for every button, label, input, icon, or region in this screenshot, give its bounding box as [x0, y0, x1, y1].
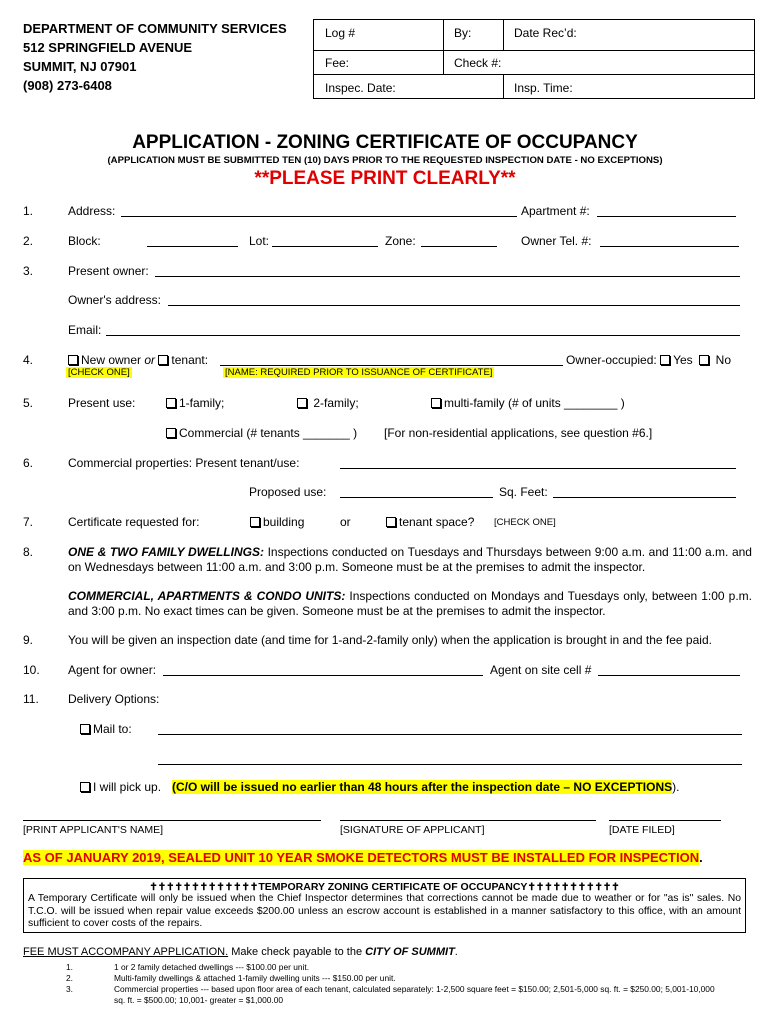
item-number-5: 5.	[23, 396, 34, 410]
commercial-heading: COMMERCIAL, APARTMENTS & CONDO UNITS:	[68, 589, 346, 603]
item-number-2: 2.	[23, 234, 34, 248]
fee-item-text: Commercial properties --- based upon floor area of each tenant, calculated separately: 1-2,500 square feet = $150.00; 2,501-5,000 sq. ft. = $250.00; 5,001-10,000	[114, 984, 715, 994]
one-two-family-paragraph	[68, 545, 752, 575]
co-notice-text: (C/O will be issued no earlier than 48 hours after the inspection date – NO EXCEPTIONS	[172, 780, 673, 794]
smoke-detector-period: .	[699, 850, 703, 865]
checkbox-icon[interactable]	[297, 398, 307, 408]
fee-item-text: Multi-family dwellings & attached 1-family dwelling units --- $150.00 per unit.	[114, 973, 396, 983]
apartment-field[interactable]	[597, 216, 736, 217]
one-two-family-heading: ONE & TWO FAMILY DWELLINGS:	[68, 545, 264, 559]
date-received-cell[interactable]: Date Rec’d:	[514, 26, 577, 40]
log-number-cell[interactable]: Log #	[325, 26, 356, 40]
fee-item-number: 2.	[66, 973, 73, 983]
item-number-8: 8.	[23, 545, 34, 559]
item-number-11: 11.	[23, 692, 39, 706]
temporary-co-heading-row	[24, 881, 745, 893]
one-two-family-text: Inspections conducted on Tuesdays and Thursdays between 9:00 a.m. and 11:00 a.m. and on Wednesdays between 11:00 a.m. and 3:00 p.m. Someone must be at the premises to admit the inspector.	[68, 545, 752, 574]
office-use-table	[313, 19, 755, 99]
zone-label: Zone:	[385, 234, 416, 248]
cross-ornament-icon: ✝✝✝✝✝✝✝✝✝✝✝✝✝	[149, 882, 259, 893]
temporary-co-heading: TEMPORARY ZONING CERTIFICATE OF OCCUPANCY	[258, 881, 528, 893]
no-checkbox-icon[interactable]	[699, 355, 709, 365]
temporary-co-text: A Temporary Certificate will only be issued when the Chief Inspector determines that corrections cannot be made due to weather or for "as is" sales. No T.C.O. will be issued when repair value exceeds $200.00 unless an escrow account is established in a manner satisfactory to this office, with an amount sufficient to cover costs of the repairs.	[28, 893, 741, 929]
check-number-cell[interactable]: Check #:	[454, 56, 502, 70]
check-one-note: [CHECK ONE]	[68, 367, 130, 378]
address-field[interactable]	[121, 216, 517, 217]
owner-tenant-name-field[interactable]	[220, 365, 563, 366]
page-subtitle: (APPLICATION MUST BE SUBMITTED TEN (10) DAYS PRIOR TO THE REQUESTED INSPECTION DATE - NO EXCEPTIONS)	[107, 155, 663, 166]
fee-item-text: 1 or 2 family detached dwellings --- $100.00 per unit.	[114, 962, 310, 972]
page-title: APPLICATION - ZONING CERTIFICATE OF OCCUPANCY	[132, 132, 638, 153]
item-number-3: 3.	[23, 264, 34, 278]
signature-label: [SIGNATURE OF APPLICANT]	[340, 824, 485, 836]
mail-to-field-2[interactable]	[158, 764, 742, 765]
check-one-note-2: [CHECK ONE]	[494, 517, 556, 528]
owner-tel-field[interactable]	[600, 246, 739, 247]
signature-field[interactable]	[340, 820, 596, 821]
department-phone: (908) 273-6408	[23, 78, 112, 93]
present-tenant-use-field[interactable]	[340, 468, 736, 469]
print-name-field[interactable]	[23, 820, 321, 821]
two-family-label: 2-family;	[313, 396, 359, 410]
tenant-label: tenant:	[171, 353, 209, 367]
checkbox-icon[interactable]	[166, 428, 176, 438]
multi-family-option[interactable]	[431, 396, 625, 410]
commercial-properties-label: Commercial properties: Present tenant/use:	[68, 456, 300, 470]
agent-owner-field[interactable]	[163, 675, 483, 676]
fee-payee: CITY OF SUMMIT	[365, 946, 455, 958]
one-family-option[interactable]	[166, 396, 224, 410]
inspection-date-cell[interactable]: Inspec. Date:	[325, 81, 396, 95]
checkbox-icon[interactable]	[431, 398, 441, 408]
checkbox-icon[interactable]	[80, 782, 90, 792]
lot-field[interactable]	[272, 246, 378, 247]
inspection-date-text: You will be given an inspection date (and time for 1-and-2-family only) when the application is brought in and the fee paid.	[68, 633, 712, 647]
item-number-9: 9.	[23, 633, 34, 647]
building-option[interactable]	[250, 515, 304, 529]
checkbox-icon[interactable]	[80, 724, 90, 734]
checkbox-icon[interactable]	[250, 517, 260, 527]
pick-up-option[interactable]	[80, 780, 161, 794]
fee-cell[interactable]: Fee:	[325, 56, 350, 70]
department-header	[23, 19, 287, 95]
agent-cell-label: Agent on site cell #	[490, 663, 592, 677]
tenant-space-label: tenant space?	[399, 515, 475, 529]
name-required-note: [NAME: REQUIRED PRIOR TO ISSUANCE OF CERTIFICATE]	[225, 367, 493, 378]
yes-label: Yes	[673, 353, 693, 367]
mail-to-label: Mail to:	[93, 722, 132, 736]
commercial-paragraph	[68, 589, 752, 619]
fee-heading-row	[23, 946, 458, 958]
item-number-6: 6.	[23, 456, 34, 470]
fee-heading: FEE MUST ACCOMPANY APPLICATION.	[23, 946, 229, 958]
proposed-use-label: Proposed use:	[249, 485, 327, 499]
fee-period: .	[454, 946, 458, 958]
new-owner-label: New owner	[81, 353, 142, 367]
fee-item-number: 1.	[66, 962, 73, 972]
inspection-time-cell[interactable]: Insp. Time:	[514, 81, 573, 95]
no-label: No	[715, 353, 731, 367]
present-owner-field[interactable]	[155, 276, 740, 277]
owner-occupied-label: Owner-occupied:	[566, 353, 657, 367]
one-family-label: 1-family;	[179, 396, 225, 410]
agent-cell-field[interactable]	[598, 675, 740, 676]
block-label: Block:	[68, 234, 101, 248]
item-number-7: 7.	[23, 515, 34, 529]
sq-feet-label: Sq. Feet:	[499, 485, 548, 499]
building-label: building	[263, 515, 305, 529]
smoke-detector-text: AS OF JANUARY 2019, SEALED UNIT 10 YEAR SMOKE DETECTORS MUST BE INSTALLED FOR INSPECTION	[23, 850, 700, 865]
pick-up-label: I will pick up.	[93, 780, 162, 794]
owners-address-label: Owner's address:	[68, 293, 161, 307]
checkbox-icon[interactable]	[158, 355, 168, 365]
commercial-text: Inspections conducted on Mondays and Tuesdays only, between 1:00 p.m. and 3:00 p.m. No exact times can be given. Someone must be at the premises to admit the inspector.	[68, 589, 753, 618]
certificate-requested-label: Certificate requested for:	[68, 515, 200, 529]
fee-item-number: 3.	[66, 984, 73, 994]
proposed-use-field[interactable]	[340, 497, 493, 498]
multi-family-label: multi-family (# of units ________ )	[444, 396, 625, 410]
block-field[interactable]	[147, 246, 238, 247]
lot-label: Lot:	[249, 234, 270, 248]
owners-address-field[interactable]	[168, 305, 740, 306]
item-number-10: 10.	[23, 663, 40, 677]
two-family-option[interactable]	[297, 396, 359, 410]
delivery-options-label: Delivery Options:	[68, 692, 160, 706]
or-label-2: or	[340, 515, 351, 529]
department-city: SUMMIT, NJ 07901	[23, 59, 137, 74]
department-name: DEPARTMENT OF COMMUNITY SERVICES	[23, 21, 287, 36]
fee-item-text: sq. ft. = $500.00; 10,001- greater = $1,000.00	[114, 995, 284, 1005]
co-notice-close: ).	[672, 780, 680, 794]
yes-checkbox-icon[interactable]	[660, 355, 670, 365]
checkbox-icon[interactable]	[166, 398, 176, 408]
apartment-label: Apartment #:	[521, 204, 590, 218]
commercial-option[interactable]	[166, 426, 357, 440]
address-label: Address:	[68, 204, 116, 218]
new-owner-option[interactable]	[68, 353, 208, 367]
commercial-label: Commercial (# tenants _______ )	[179, 426, 358, 440]
email-label: Email:	[68, 323, 102, 337]
co-notice	[172, 780, 679, 794]
present-use-label: Present use:	[68, 396, 136, 410]
department-street: 512 SPRINGFIELD AVENUE	[23, 40, 193, 55]
item-number-1: 1.	[23, 204, 34, 218]
email-field[interactable]	[106, 335, 740, 336]
print-clearly-notice: **PLEASE PRINT CLEARLY**	[254, 168, 516, 189]
sq-feet-field[interactable]	[553, 497, 736, 498]
present-owner-label: Present owner:	[68, 264, 149, 278]
mail-to-option[interactable]	[80, 722, 132, 736]
checkbox-icon[interactable]	[386, 517, 396, 527]
owner-tel-label: Owner Tel. #:	[521, 234, 592, 248]
cross-ornament-icon: ✝✝✝✝✝✝✝✝✝✝✝	[527, 882, 620, 893]
zone-field[interactable]	[421, 246, 497, 247]
item-number-4: 4.	[23, 353, 34, 367]
or-label: or	[144, 353, 156, 367]
agent-owner-label: Agent for owner:	[68, 663, 157, 677]
fee-instruction: Make check payable to the	[228, 946, 366, 958]
date-filed-label: [DATE FILED]	[609, 824, 675, 836]
print-name-label: [PRINT APPLICANT'S NAME]	[23, 824, 164, 836]
owner-occupied-group	[566, 353, 731, 367]
tenant-space-option[interactable]	[386, 515, 474, 529]
date-filed-field[interactable]	[609, 820, 721, 821]
mail-to-field-1[interactable]	[158, 734, 742, 735]
temporary-co-box	[23, 878, 746, 933]
checkbox-icon[interactable]	[68, 355, 78, 365]
smoke-detector-notice	[23, 850, 703, 865]
non-residential-note: [For non-residential applications, see question #6.]	[384, 426, 653, 440]
by-cell[interactable]: By:	[454, 26, 472, 40]
